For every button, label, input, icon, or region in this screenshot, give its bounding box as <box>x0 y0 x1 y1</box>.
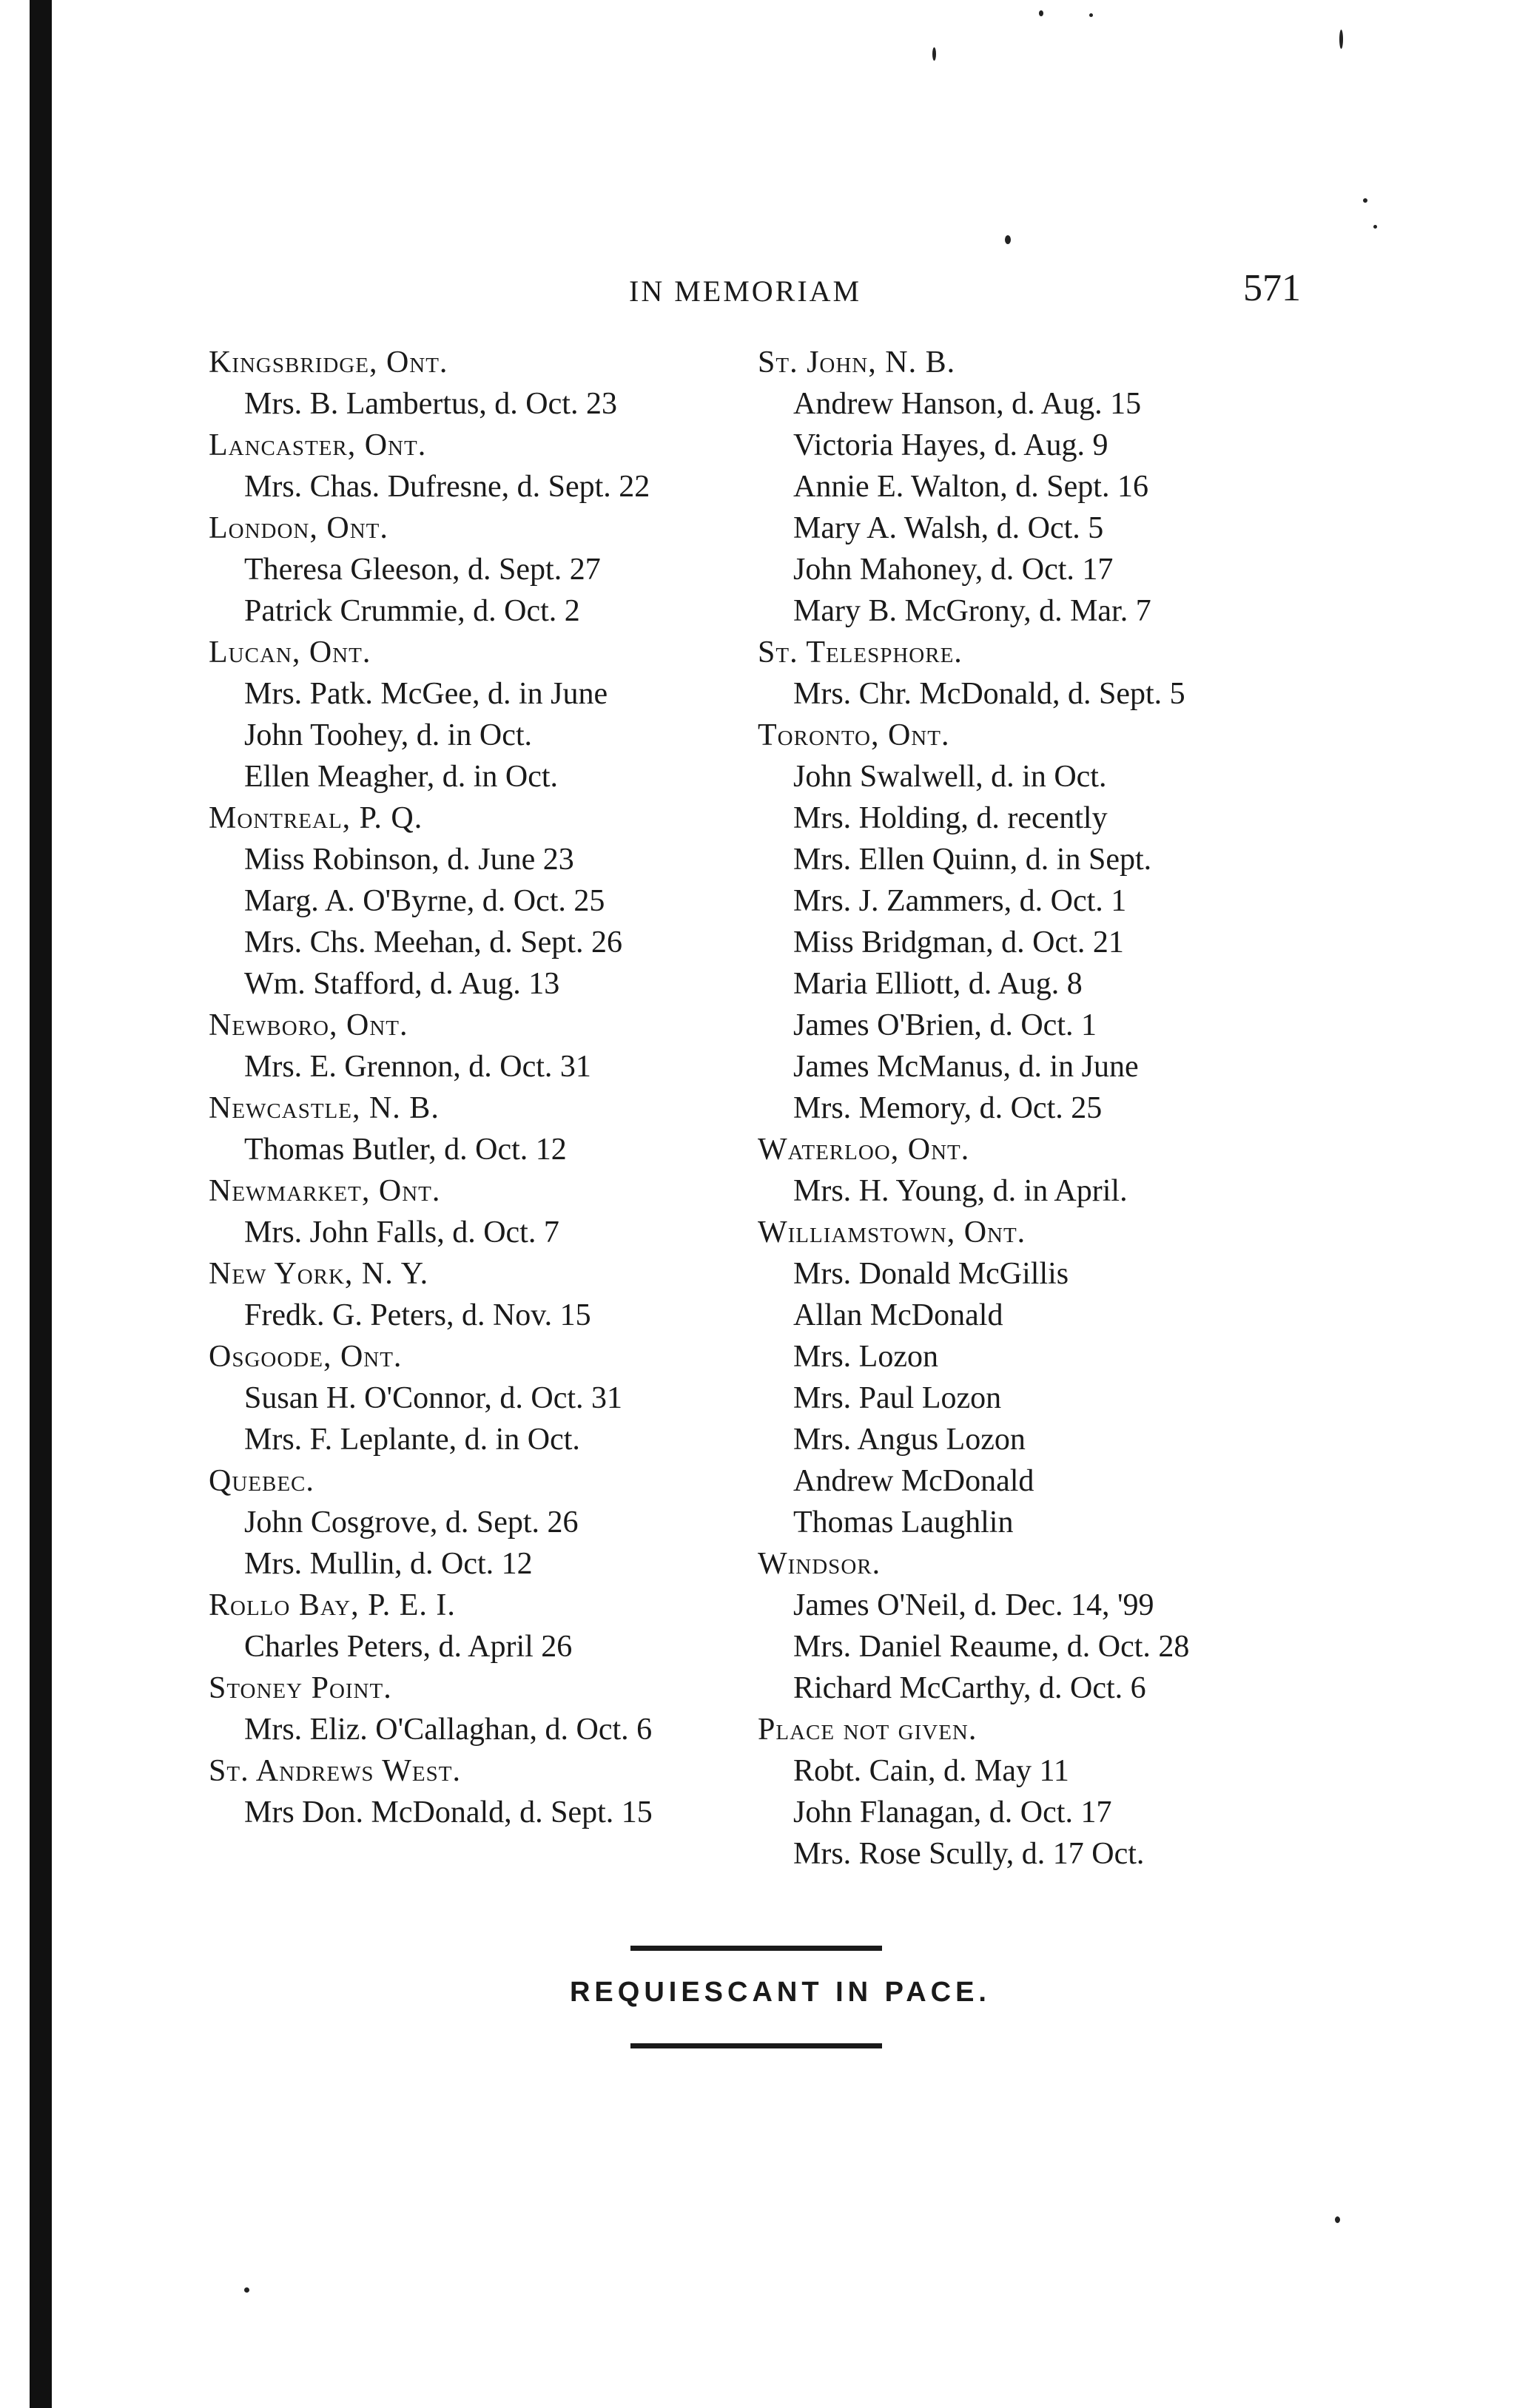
obituary-entry: John Flanagan, d. Oct. 17 <box>793 1795 1112 1829</box>
obituary-entry: Mrs. Ellen Quinn, d. in Sept. <box>793 843 1152 877</box>
place-heading: Newmarket, Ont. <box>209 1174 441 1208</box>
ink-speck <box>1363 198 1367 203</box>
place-heading: Windsor. <box>758 1547 881 1581</box>
obituary-entry: Mrs. Eliz. O'Callaghan, d. Oct. 6 <box>244 1713 653 1747</box>
place-heading: St. John, N. B. <box>758 345 956 380</box>
obituary-entry: John Toohey, d. in Oct. <box>244 718 533 752</box>
ink-speck <box>932 47 936 61</box>
obituary-entry: Mrs. B. Lambertus, d. Oct. 23 <box>244 387 617 421</box>
obituary-entry: James O'Brien, d. Oct. 1 <box>793 1008 1097 1042</box>
place-heading: New York, N. Y. <box>209 1257 429 1291</box>
place-heading: Lucan, Ont. <box>209 635 371 670</box>
place-heading: Kingsbridge, Ont. <box>209 345 448 380</box>
obituary-entry: Robt. Cain, d. May 11 <box>793 1754 1069 1788</box>
obituary-entry: Andrew McDonald <box>793 1464 1034 1498</box>
closing-line: REQUIESCANT IN PACE. <box>569 1977 991 2008</box>
page-header <box>207 266 1302 326</box>
obituary-entry: Mrs. Angus Lozon <box>793 1423 1026 1457</box>
place-heading: Williamstown, Ont. <box>758 1215 1026 1249</box>
top-rule <box>630 1946 882 1951</box>
obituary-entry: Mrs. Chs. Meehan, d. Sept. 26 <box>244 925 622 960</box>
place-heading: Quebec. <box>209 1464 314 1498</box>
place-heading: St. Telesphore. <box>758 635 963 670</box>
place-heading: Montreal, P. Q. <box>209 801 423 835</box>
obituary-entry: Mrs. J. Zammers, d. Oct. 1 <box>793 884 1127 918</box>
obituary-entry: James O'Neil, d. Dec. 14, '99 <box>793 1588 1154 1622</box>
obituary-entry: Mrs. Memory, d. Oct. 25 <box>793 1091 1103 1125</box>
left-column <box>209 342 771 1833</box>
obituary-entry: Thomas Butler, d. Oct. 12 <box>244 1133 567 1167</box>
ink-speck <box>1339 30 1343 49</box>
obituary-entry: Theresa Gleeson, d. Sept. 27 <box>244 553 601 587</box>
obituary-entry: Mrs. Chr. McDonald, d. Sept. 5 <box>793 677 1185 711</box>
place-heading: Newcastle, N. B. <box>209 1091 440 1125</box>
obituary-entry: Mrs. Donald McGillis <box>793 1257 1069 1291</box>
place-heading: Lancaster, Ont. <box>209 428 427 462</box>
obituary-entry: Mrs. Paul Lozon <box>793 1381 1002 1415</box>
obituary-entry: Mrs Don. McDonald, d. Sept. 15 <box>244 1795 653 1829</box>
obituary-entry: Mrs. Chas. Dufresne, d. Sept. 22 <box>244 470 650 504</box>
obituary-entry: Ellen Meagher, d. in Oct. <box>244 760 559 794</box>
obituary-entry: Mrs. E. Grennon, d. Oct. 31 <box>244 1050 591 1084</box>
running-title: IN MEMORIAM <box>629 274 862 308</box>
ink-speck <box>1039 10 1043 16</box>
ink-speck <box>1373 225 1377 229</box>
place-heading: London, Ont. <box>209 511 388 545</box>
obituary-entry: Wm. Stafford, d. Aug. 13 <box>244 967 560 1001</box>
obituary-entry: Richard McCarthy, d. Oct. 6 <box>793 1671 1146 1705</box>
obituary-entry: James McManus, d. in June <box>793 1050 1139 1084</box>
obituary-entry: John Mahoney, d. Oct. 17 <box>793 553 1114 587</box>
obituary-entry: Thomas Laughlin <box>793 1505 1014 1539</box>
place-heading: Osgoode, Ont. <box>209 1340 403 1374</box>
place-heading: Rollo Bay, P. E. I. <box>209 1588 456 1622</box>
obituary-entry: Maria Elliott, d. Aug. 8 <box>793 967 1083 1001</box>
obituary-entry: Miss Bridgman, d. Oct. 21 <box>793 925 1124 960</box>
obituary-entry: Mrs. Holding, d. recently <box>793 801 1108 835</box>
place-heading: St. Andrews West. <box>209 1754 461 1788</box>
place-heading: Place not given. <box>758 1713 978 1747</box>
obituary-entry: Andrew Hanson, d. Aug. 15 <box>793 387 1142 421</box>
obituary-entry: Mrs. Patk. McGee, d. in June <box>244 677 608 711</box>
obituary-entry: Victoria Hayes, d. Aug. 9 <box>793 428 1108 462</box>
place-heading: Newboro, Ont. <box>209 1008 408 1042</box>
binding-edge <box>30 0 52 2408</box>
obituary-entry: Miss Robinson, d. June 23 <box>244 843 574 877</box>
obituary-entry: Mrs. Rose Scully, d. 17 Oct. <box>793 1837 1145 1871</box>
obituary-entry: John Cosgrove, d. Sept. 26 <box>244 1505 579 1539</box>
place-heading: Toronto, Ont. <box>758 718 950 752</box>
obituary-entry: Mrs. Lozon <box>793 1340 938 1374</box>
obituary-entry: Fredk. G. Peters, d. Nov. 15 <box>244 1298 591 1332</box>
obituary-entry: Mrs. F. Leplante, d. in Oct. <box>244 1423 580 1457</box>
obituary-entry: Marg. A. O'Byrne, d. Oct. 25 <box>244 884 605 918</box>
obituary-entry: Mary A. Walsh, d. Oct. 5 <box>793 511 1104 545</box>
obituary-entry: Patrick Crummie, d. Oct. 2 <box>244 594 580 628</box>
ink-speck <box>1089 13 1093 17</box>
obituary-entry: Mrs. Daniel Reaume, d. Oct. 28 <box>793 1630 1190 1664</box>
obituary-entry: Mrs. H. Young, d. in April. <box>793 1174 1128 1208</box>
place-heading: Waterloo, Ont. <box>758 1133 970 1167</box>
page-number: 571 <box>1243 267 1301 309</box>
ink-speck <box>244 2287 249 2293</box>
ink-speck <box>1335 2216 1340 2223</box>
place-heading: Stoney Point. <box>209 1671 392 1705</box>
ink-speck <box>1005 235 1011 244</box>
obituary-entry: Mrs. Mullin, d. Oct. 12 <box>244 1547 533 1581</box>
obituary-entry: Annie E. Walton, d. Sept. 16 <box>793 470 1148 504</box>
right-column <box>758 342 1320 1875</box>
obituary-entry: Charles Peters, d. April 26 <box>244 1630 573 1664</box>
obituary-entry: Susan H. O'Connor, d. Oct. 31 <box>244 1381 623 1415</box>
obituary-entry: John Swalwell, d. in Oct. <box>793 760 1107 794</box>
obituary-entry: Mary B. McGrony, d. Mar. 7 <box>793 594 1151 628</box>
obituary-entry: Allan McDonald <box>793 1298 1003 1332</box>
obituary-entry: Mrs. John Falls, d. Oct. 7 <box>244 1215 559 1249</box>
bottom-rule <box>630 2043 882 2048</box>
